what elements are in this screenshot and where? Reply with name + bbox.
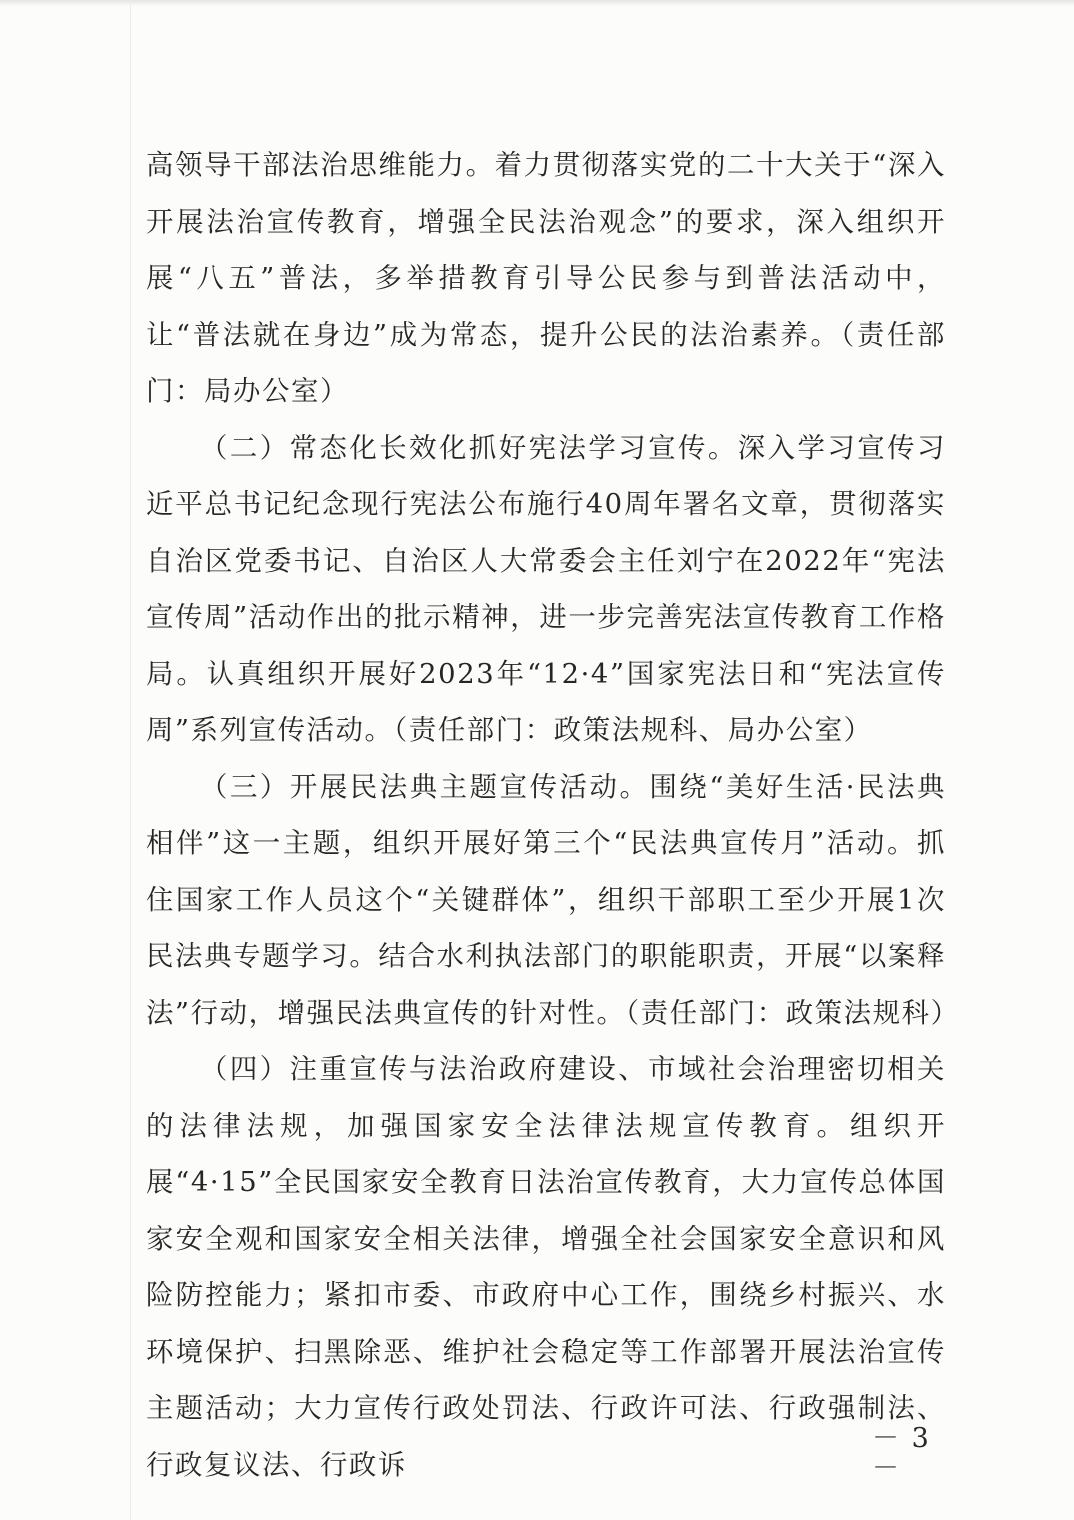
page-number: － 3 － <box>872 1423 931 1484</box>
paragraph-section-3: （三）开展民法典主题宣传活动。围绕“美好生活·民法典相伴”这一主题，组织开展好第三个“民法典宣传月”活动。抓住国家工作人员这个“关键群体”，组织干部职工至少开展1次民法典专题学习。结合水利执法部门的职能职责，开展“以案释法”行动，增强民法典宣传的针对性。（责任部门：政策法规科） <box>146 771 960 1029</box>
scan-edge-line <box>130 0 131 1520</box>
paragraph-section-4: （四）注重宣传与法治政府建设、市域社会治理密切相关的法律法规，加强国家安全法律法规宣传教育。组织开展“4·15”全民国家安全教育日法治宣传教育，大力宣传总体国家安全观和国家安全相关法律，增强全社会国家安全意识和风险防控能力；紧扣市委、市政府中心工作，围绕乡村振兴、水环境保护、扫黑除恶、维护社会稳定等工作部署开展法治宣传主题活动；大力宣传行政处罚法、行政许可法、行政强制法、行政复议法、行政诉 <box>146 1054 946 1481</box>
scan-shadow <box>0 0 1074 6</box>
paragraph-continuation: 高领导干部法治思维能力。着力贯彻落实党的二十大关于“深入开展法治宣传教育，增强全民法治观念”的要求，深入组织开展“八五”普法，多举措教育引导公民参与到普法活动中，让“普法就在身边”成为常态，提升公民的法治素养。（责任部门：局办公室） <box>146 150 946 407</box>
document-body <box>146 138 960 1494</box>
paragraph-section-2: （二）常态化长效化抓好宪法学习宣传。深入学习宣传习近平总书记纪念现行宪法公布施行40周年署名文章，贯彻落实自治区党委书记、自治区人大常委会主任刘宁在2022年“宪法宣传周”活动作出的批示精神，进一步完善宪法宣传教育工作格局。认真组织开展好2023年“12·4”国家宪法日和“宪法宣传周”系列宣传活动。（责任部门：政策法规科、局办公室） <box>146 432 946 746</box>
